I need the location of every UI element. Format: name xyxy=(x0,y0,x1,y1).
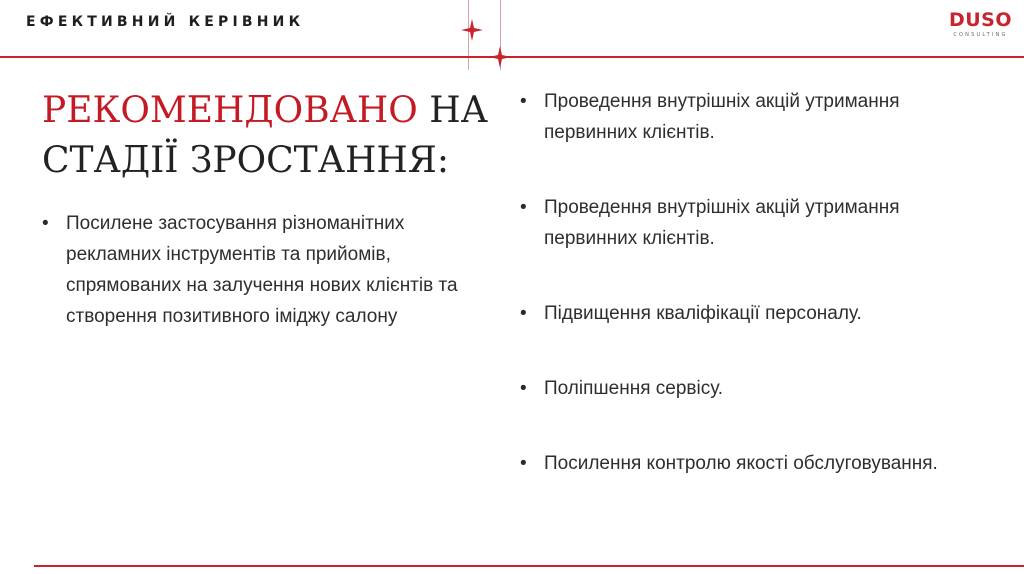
right-bullet-list xyxy=(520,86,990,523)
logo-tagline: CONSULTING xyxy=(953,32,1008,38)
list-item: • Поліпшення сервісу. xyxy=(520,373,990,404)
heading-rest: НА СТАДІЇ ЗРОСТАННЯ: xyxy=(42,90,488,181)
logo-wordmark: DUSO xyxy=(948,9,1012,31)
list-item: • Посилене застосування різноманітних рекламних інструментів та прийомів, спрямованих на залучення нових клієнтів та створення позитивного іміджу салону xyxy=(42,208,462,332)
list-item: • Проведення внутрішніх акцій утримання первинних клієнтів. xyxy=(520,86,990,148)
footer-divider xyxy=(34,565,1024,567)
header-title: ЕФЕКТИВНИЙ КЕРІВНИК xyxy=(26,14,305,30)
heading-accent: РЕКОМЕНДОВАНО xyxy=(42,90,418,131)
slide-heading xyxy=(42,86,502,186)
company-logo xyxy=(949,10,1012,38)
header-divider xyxy=(0,56,1024,58)
left-bullet-list xyxy=(42,208,462,332)
sparkle-star-icon xyxy=(461,19,483,41)
list-item: • Проведення внутрішніх акцій утримання первинних клієнтів. xyxy=(520,192,990,254)
list-item: • Підвищення кваліфікації персоналу. xyxy=(520,298,990,329)
sparkle-star-icon xyxy=(489,46,511,68)
list-item: • Посилення контролю якості обслуговування. xyxy=(520,448,990,479)
